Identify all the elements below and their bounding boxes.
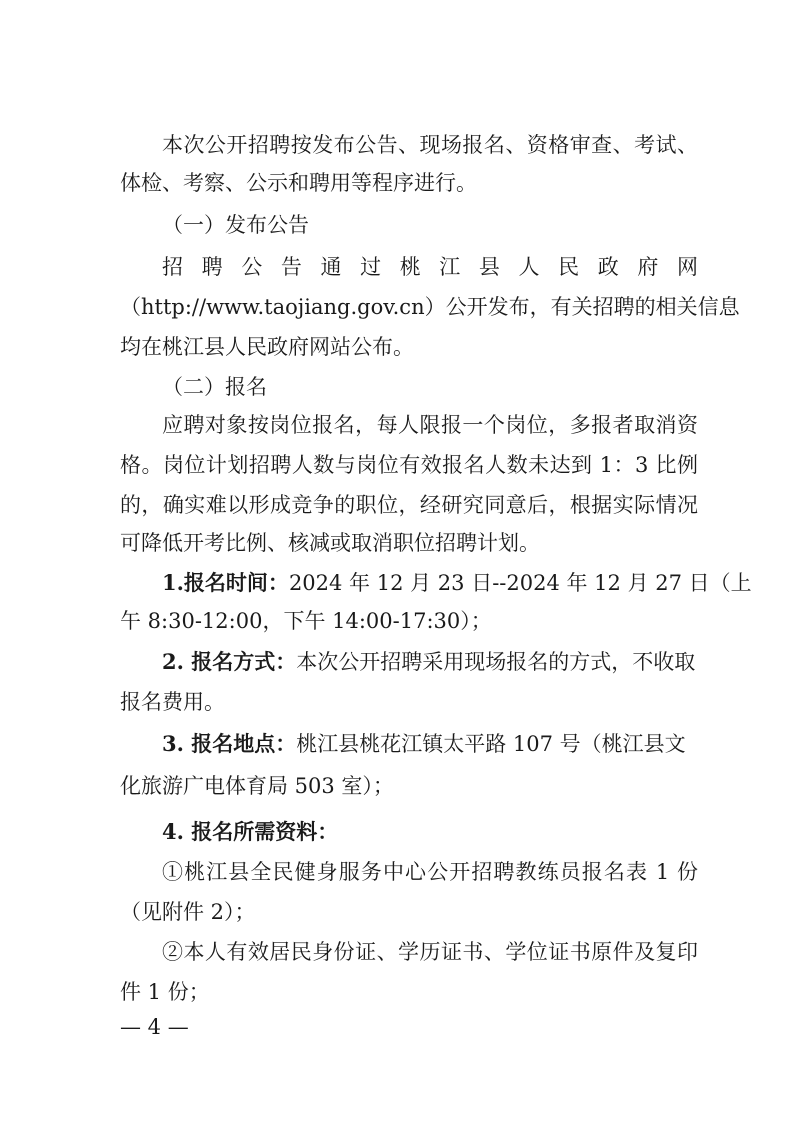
intro-line-2: 体检、考察、公示和聘用等程序进行。 — [120, 171, 477, 195]
intro-line-1: 本次公开招聘按发布公告、现场报名、资格审查、考试、 — [162, 133, 698, 157]
register-time-line-1 — [162, 568, 752, 598]
publish-line-1: 招聘公告通过桃江县人民政府网 — [162, 255, 698, 279]
register-location-text: 桃江县桃花江镇太平路 107 号（桃江县文 — [296, 732, 686, 756]
register-location-line-1 — [162, 729, 698, 759]
register-para-line-2: 格。岗位计划招聘人数与岗位有效报名人数未达到 1：3 比例 — [120, 453, 698, 477]
section-heading-publish: （一）发布公告 — [162, 213, 309, 237]
register-method-label: 2. 报名方式： — [162, 649, 297, 674]
register-time-label: 1.报名时间： — [162, 570, 289, 595]
register-location-label: 3. 报名地点： — [162, 731, 297, 756]
materials-item-1-line-1: ①桃江县全民健身服务中心公开招聘教练员报名表 1 份 — [162, 860, 698, 884]
register-method-line-2: 报名费用。 — [120, 690, 225, 714]
publish-line-3: 均在桃江县人民政府网站公布。 — [120, 335, 414, 359]
register-method-text: 本次公开招聘采用现场报名的方式，不收取 — [296, 650, 696, 674]
register-para-line-1: 应聘对象按岗位报名，每人限报一个岗位，多报者取消资 — [162, 413, 698, 437]
page-number: — 4 — — [120, 1015, 189, 1039]
materials-item-1-line-2: （见附件 2）； — [120, 900, 256, 924]
publish-line-2: （http://www.taojiang.gov.cn）公开发布，有关招聘的相关信息 — [120, 295, 740, 319]
section-heading-register: （二）报名 — [162, 375, 267, 399]
register-materials-label: 4. 报名所需资料： — [162, 819, 339, 844]
register-time-line-2: 午 8:30-12:00，下午 14:00-17:30）； — [120, 609, 492, 633]
materials-item-2-line-2: 件 1 份； — [120, 980, 210, 1004]
register-method-line-1 — [162, 647, 698, 677]
register-para-line-3: 的，确实难以形成竞争的职位，经研究同意后，根据实际情况 — [120, 493, 698, 517]
register-para-line-4: 可降低开考比例、核减或取消职位招聘计划。 — [120, 531, 540, 555]
register-time-text: 2024 年 12 月 23 日--2024 年 12 月 27 日（上 — [288, 571, 752, 595]
materials-item-2-line-1: ②本人有效居民身份证、学历证书、学位证书原件及复印 — [162, 940, 698, 964]
register-location-line-2: 化旅游广电体育局 503 室）； — [120, 774, 394, 798]
